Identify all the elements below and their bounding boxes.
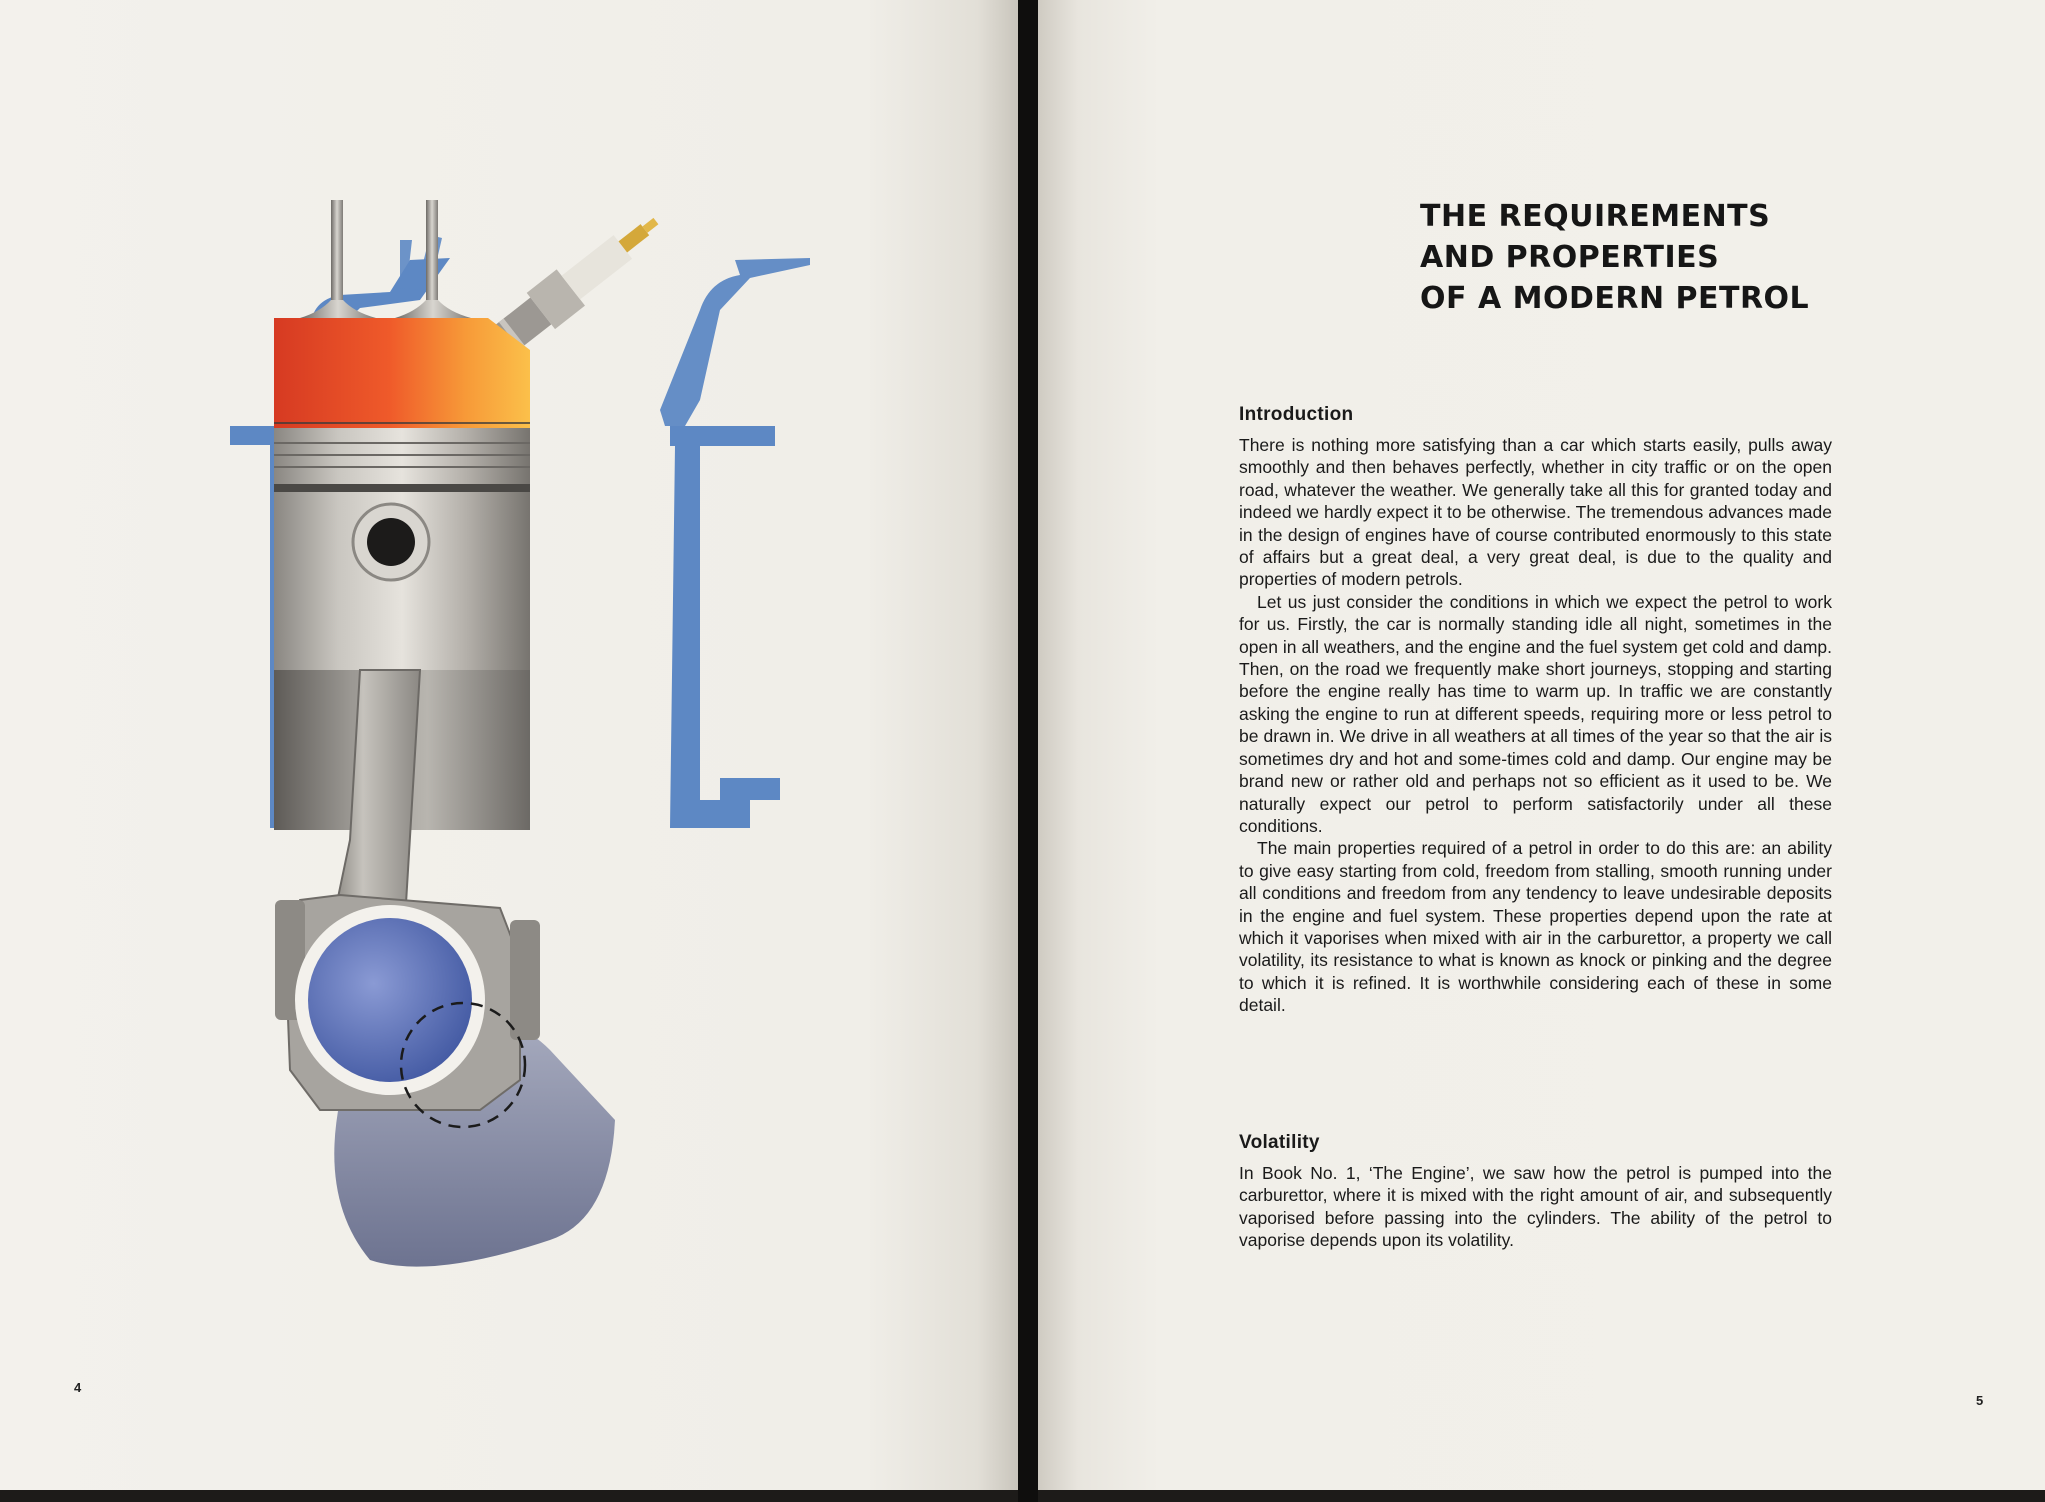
page-title: [1420, 196, 1809, 319]
page-number-right: 5: [1976, 1393, 1984, 1408]
title-line-1: THE REQUIREMENTS: [1420, 199, 1771, 234]
volatility-section: [1239, 1132, 1832, 1252]
paragraph: In Book No. 1, ‘The Engine’, we saw how the petrol is pumped into the carburettor, where it is mixed with the right amount of air, and subsequently vaporised before passing into the cylinders. The ability of the petrol to vaporise depends upon its volatility.: [1239, 1163, 1832, 1251]
left-page: [0, 0, 1018, 1490]
title-line-2: AND PROPERTIES: [1420, 240, 1720, 275]
section-heading: Introduction: [1239, 404, 1354, 425]
book-gutter: [1018, 0, 1038, 1502]
section-heading: Volatility: [1239, 1132, 1320, 1153]
title-line-3: OF A MODERN PETROL: [1420, 281, 1810, 316]
paragraph: Let us just consider the conditions in which we expect the petrol to work for us. Firstly, the car is normally standing idle all night, sometimes in the open in all weathers, and the engine and the fuel system get cold and damp. Then, on the road we frequently make short journeys, stopping and starting before the engine really has time to warm up. In traffic we are constantly asking the engine to run at different speeds, requiring more or less petrol to be drawn in. We drive in all weathers at all times of the year so that the air is sometimes dry and hot and some-times cold and damp. Our engine may be brand new or rather old and perhaps not so efficient as it used to be. We naturally expect our petrol to perform satisfactorily under all these conditions.: [1239, 591, 1832, 836]
paragraph: There is nothing more satisfying than a car which starts easily, pulls away smoothly and then behaves perfectly, whether in city traffic or on the open road, whatever the weather. We generally take all this for granted today and indeed we hardly expect it to be otherwise. The tremendous advances made in the design of engines have of course contributed enormously to this state of affairs but a great deal, a very great deal, is due to the quality and properties of modern petrols.: [1239, 435, 1832, 590]
page-number-left: 4: [74, 1380, 82, 1395]
spark-plug: [490, 203, 670, 357]
engine-piston-illustration: [230, 200, 850, 1270]
paragraph: The main properties required of a petrol in order to do this are: an ability to give easy starting from cold, freedom from stalling, smooth running under all conditions and freedom from any tendency to leave undesirable deposits in the engine and fuel system. These properties depend upon the rate at which it vaporises when mixed with air in the carburettor, a property we call volatility, its resistance to what is known as knock or pinking and the degree to which it is refined. It is worthwhile considering each of these in some detail.: [1239, 838, 1832, 1016]
introduction-section: [1239, 404, 1832, 1017]
